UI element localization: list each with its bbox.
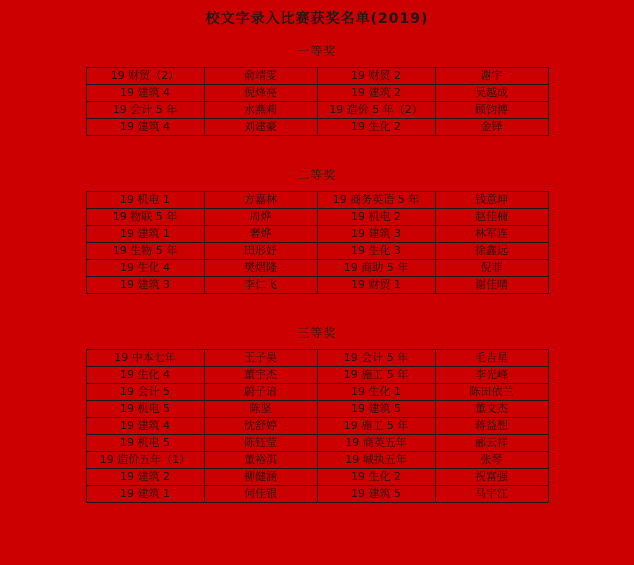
table-row — [86, 226, 548, 243]
name-cell: 水燕莉 — [204, 102, 317, 119]
name-cell: 王子昊 — [204, 350, 317, 367]
table-second-prize — [86, 191, 549, 294]
name-cell: 方嘉林 — [204, 192, 317, 209]
class-cell: 19 生化 4 — [86, 367, 204, 384]
section-second-prize — [0, 166, 634, 294]
table-row — [86, 486, 548, 503]
name-cell: 毛吉星 — [435, 350, 548, 367]
table-row — [86, 243, 548, 260]
class-cell: 19 物联 5 年 — [86, 209, 204, 226]
table-row — [86, 469, 548, 486]
name-cell: 祝富强 — [435, 469, 548, 486]
class-cell: 19 生化 3 — [317, 243, 435, 260]
name-cell: 周烨 — [204, 209, 317, 226]
name-cell: 林军连 — [435, 226, 548, 243]
name-cell: 俞靖雯 — [204, 68, 317, 85]
class-cell: 19 机电 5 — [86, 401, 204, 418]
table-row — [86, 209, 548, 226]
section-first-prize — [0, 42, 634, 136]
table-row — [86, 277, 548, 294]
class-cell: 19 生化 2 — [317, 469, 435, 486]
name-cell: 谢佳晴 — [435, 277, 548, 294]
name-cell: 马宇江 — [435, 486, 548, 503]
class-cell: 19 商助 5 年 — [317, 260, 435, 277]
class-cell: 19 城执五年 — [317, 452, 435, 469]
class-cell: 19 财贸（2） — [86, 68, 204, 85]
name-cell: 陈田依兰 — [435, 384, 548, 401]
name-cell: 谢宇 — [435, 68, 548, 85]
class-cell: 19 机电 2 — [317, 209, 435, 226]
name-cell: 李仁飞 — [204, 277, 317, 294]
class-cell: 19 生化 1 — [317, 384, 435, 401]
name-cell: 郦云祥 — [435, 435, 548, 452]
class-cell: 19 造价 5 年（2） — [317, 102, 435, 119]
class-cell: 19 机电 1 — [86, 192, 204, 209]
table-first-prize — [86, 67, 549, 136]
name-cell: 樊熠隆 — [204, 260, 317, 277]
table-row — [86, 192, 548, 209]
table-row — [86, 367, 548, 384]
name-cell: 蔚子谙 — [204, 384, 317, 401]
class-cell: 19 商务英语 5 年 — [317, 192, 435, 209]
name-cell: 刘建豪 — [204, 119, 317, 136]
class-cell: 19 建筑 5 — [317, 486, 435, 503]
table-row — [86, 85, 548, 102]
class-cell: 19 建筑 5 — [317, 401, 435, 418]
class-cell: 19 建筑 4 — [86, 119, 204, 136]
table-row — [86, 452, 548, 469]
table-row — [86, 260, 548, 277]
name-cell: 李光峰 — [435, 367, 548, 384]
name-cell: 徐鑫远 — [435, 243, 548, 260]
class-cell: 19 会计 5 — [86, 384, 204, 401]
page-title: 校文字录入比赛获奖名单(2019) — [205, 11, 429, 27]
name-cell: 董宇杰 — [204, 367, 317, 384]
class-cell: 19 建筑 1 — [86, 486, 204, 503]
name-cell: 金铎 — [435, 119, 548, 136]
section-third-prize — [0, 324, 634, 503]
name-cell: 柳健涵 — [204, 469, 317, 486]
table-row — [86, 401, 548, 418]
class-cell: 19 施工 5 年 — [317, 367, 435, 384]
table-row — [86, 68, 548, 85]
class-cell: 19 造价五年（1） — [86, 452, 204, 469]
class-cell: 19 施工 5 年 — [317, 418, 435, 435]
name-cell: 钱意坤 — [435, 192, 548, 209]
name-cell: 倪菲 — [435, 260, 548, 277]
table-row — [86, 384, 548, 401]
class-cell: 19 建筑 1 — [86, 226, 204, 243]
name-cell: 田形妤 — [204, 243, 317, 260]
class-cell: 19 财贸 1 — [317, 277, 435, 294]
class-cell: 19 建筑 4 — [86, 418, 204, 435]
class-cell: 19 财贸 2 — [317, 68, 435, 85]
name-cell: 沈舒婷 — [204, 418, 317, 435]
name-cell: 奢烨 — [204, 226, 317, 243]
class-cell: 19 会计 5 年 — [86, 102, 204, 119]
class-cell: 19 会计 5 年 — [317, 350, 435, 367]
name-cell: 蒋益想 — [435, 418, 548, 435]
class-cell: 19 建筑 2 — [317, 85, 435, 102]
table-row — [86, 435, 548, 452]
table-row — [86, 119, 548, 136]
class-cell: 19 建筑 2 — [86, 469, 204, 486]
name-cell: 赵佳楠 — [435, 209, 548, 226]
class-cell: 19 建筑 3 — [317, 226, 435, 243]
class-cell: 19 中本七年 — [86, 350, 204, 367]
table-third-prize — [86, 349, 549, 503]
section-heading-second: 二等奖 — [297, 168, 337, 182]
name-cell: 张琴 — [435, 452, 548, 469]
class-cell: 19 商英五年 — [317, 435, 435, 452]
class-cell: 19 建筑 4 — [86, 85, 204, 102]
table-row — [86, 350, 548, 367]
table-row — [86, 418, 548, 435]
table-row — [86, 102, 548, 119]
name-cell: 何佳银 — [204, 486, 317, 503]
section-heading-third: 三等奖 — [297, 326, 337, 340]
name-cell: 董文杰 — [435, 401, 548, 418]
name-cell: 倪烽亮 — [204, 85, 317, 102]
class-cell: 19 生物 5 年 — [86, 243, 204, 260]
class-cell: 19 生化 4 — [86, 260, 204, 277]
name-cell: 陈钰莹 — [204, 435, 317, 452]
class-cell: 19 建筑 3 — [86, 277, 204, 294]
name-cell: 陈坚 — [204, 401, 317, 418]
class-cell: 19 生化 2 — [317, 119, 435, 136]
class-cell: 19 机电 5 — [86, 435, 204, 452]
name-cell: 顾钧博 — [435, 102, 548, 119]
section-heading-first: 一等奖 — [297, 44, 337, 58]
name-cell: 董裕淇 — [204, 452, 317, 469]
name-cell: 吴越成 — [435, 85, 548, 102]
